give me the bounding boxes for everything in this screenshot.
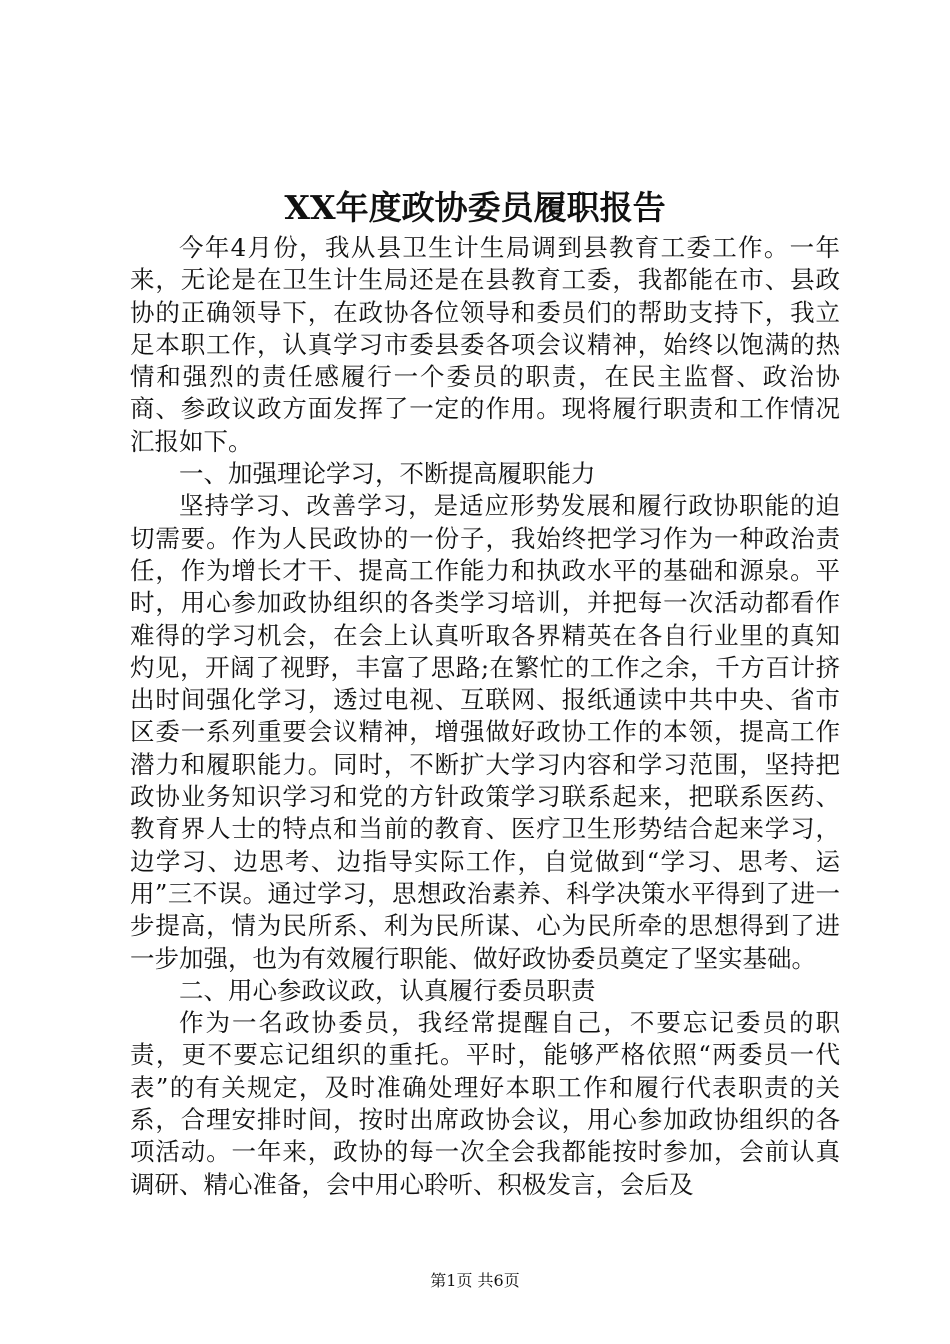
section-heading-1: 一、加强理论学习，不断提高履职能力 <box>179 459 596 489</box>
intro-paragraph: 今年4月份，我从县卫生计生局调到县教育工委工作。一年来，无论是在卫生计生局还是在县教育工委，我都能在市、县政协的正确领导下，在政协各位领导和委员们的帮助支持下，我立足本职工作，认真学习市委县委各项会议精神，始终以饱满的热情和强烈的责任感履行一个委员的职责，在民主监督、政治协商、参政议政方面发挥了一定的作用。现将履行职责和工作情况汇报如下。 <box>130 233 840 456</box>
section-heading-2: 二、用心参政议政，认真履行委员职责 <box>179 975 596 1005</box>
page-footer: 第1页 共6页 <box>430 1271 520 1290</box>
document-body <box>130 232 840 1201</box>
document-title: XX年度政协委员履职报告 <box>284 188 666 227</box>
section-2-paragraph: 作为一名政协委员，我经常提醒自己，不要忘记委员的职责，更不要忘记组织的重托。平时，能够严格依照“两委员一代表”的有关规定，及时准确处理好本职工作和履行代表职责的关系，合理安排时间，按时出席政协会议，用心参加政协组织的各项活动。一年来，政协的每一次全会我都能按时参加，会前认真调研、精心准备，会中用心聆听、积极发言，会后及 <box>130 1008 840 1199</box>
section-1-paragraph: 坚持学习、改善学习，是适应形势发展和履行政协职能的迫切需要。作为人民政协的一份子，我始终把学习作为一种政治责任，作为增长才干、提高工作能力和执政水平的基础和源泉。平时，用心参加政协组织的各类学习培训，并把每一次活动都看作难得的学习机会，在会上认真听取各界精英在各自行业里的真知灼见，开阔了视野，丰富了思路;在繁忙的工作之余，千方百计挤出时间强化学习，透过电视、互联网、报纸通读中共中央、省市区委一系列重要会议精神，增强做好政协工作的本领，提高工作潜力和履职能力。同时，不断扩大学习内容和学习范围，坚持把政协业务知识学习和党的方针政策学习联系起来，把联系医药、教育界人士的特点和当前的教育、医疗卫生形势结合起来学习，边学习、边思考、边指导实际工作，自觉做到“学习、思考、运用”三不误。通过学习，思想政治素养、科学决策水平得到了进一步提高，情为民所系、利为民所谋、心为民所牵的思想得到了进一步加强，也为有效履行职能、做好政协委员奠定了坚实基础。 <box>130 491 840 973</box>
